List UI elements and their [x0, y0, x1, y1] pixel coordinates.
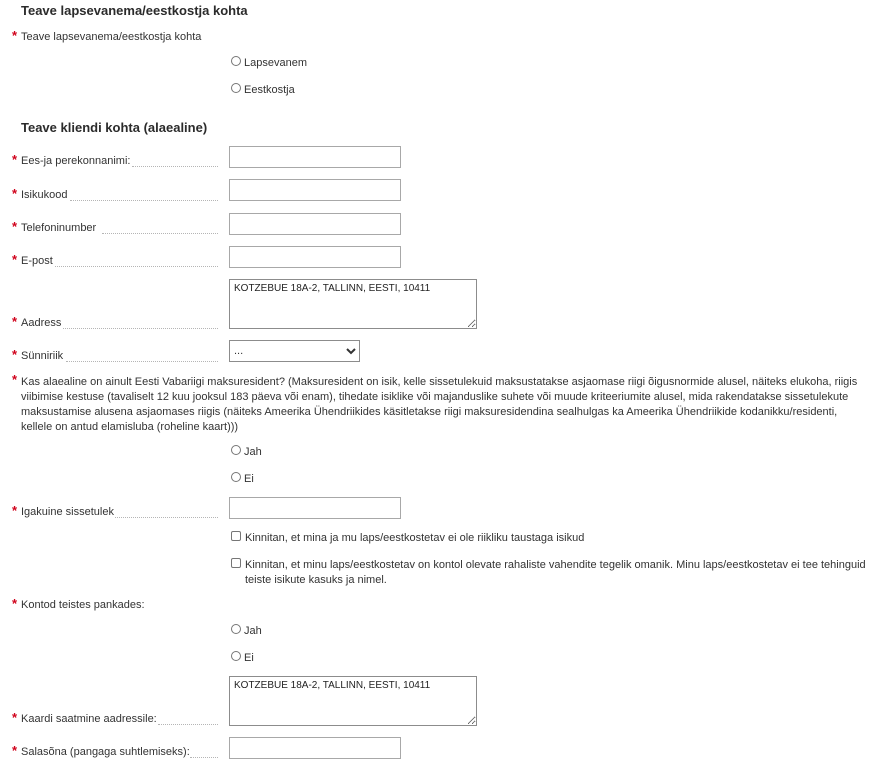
other-banks-label: Kontod teistes pankades: [21, 599, 145, 611]
representative-question-label: Teave lapsevanema/eestkostja kohta [21, 31, 202, 43]
label-leader [66, 361, 218, 362]
name-input[interactable] [229, 146, 401, 168]
radio-other-banks-no[interactable] [231, 651, 241, 661]
email-label: E-post [21, 255, 53, 267]
income-label: Igakuine sissetulek [21, 506, 114, 518]
id-code-input[interactable] [229, 179, 401, 201]
radio-tax-yes-label: Jah [244, 446, 262, 458]
card-address-label: Kaardi saatmine aadressile: [21, 713, 157, 725]
address-textarea[interactable] [229, 279, 477, 329]
required-marker: * [12, 28, 18, 43]
birth-country-label: Sünniriik [21, 350, 64, 362]
required-marker: * [12, 743, 18, 758]
card-address-textarea[interactable] [229, 676, 477, 726]
required-marker: * [12, 503, 18, 518]
label-leader [158, 724, 218, 725]
radio-guardian-label: Eestkostja [244, 84, 295, 96]
required-marker: * [12, 347, 18, 362]
radio-guardian[interactable] [231, 83, 241, 93]
required-marker: * [12, 372, 18, 387]
radio-other-banks-yes[interactable] [231, 624, 241, 634]
required-marker: * [12, 152, 18, 167]
required-marker: * [12, 219, 18, 234]
checkbox-pep-label: Kinnitan, et mina ja mu laps/eestkostetav ei ole riikliku taustaga isikud [245, 532, 585, 544]
name-label: Ees-ja perekonnanimi: [21, 155, 131, 167]
required-marker: * [12, 186, 18, 201]
radio-other-banks-yes-label: Jah [244, 625, 262, 637]
required-marker: * [12, 314, 18, 329]
checkbox-beneficial-owner-label: Kinnitan, et minu laps/eestkostetav on kontol olevate rahaliste vahendite tegelik omanik. Minu laps/eestkostetav ei tee tehinguid teiste isikute kasuks ja nimel. [245, 559, 866, 586]
income-input[interactable] [229, 497, 401, 519]
password-input[interactable] [229, 737, 401, 759]
radio-parent[interactable] [231, 56, 241, 66]
checkbox-beneficial-owner[interactable] [231, 558, 241, 568]
section-heading-representative: Teave lapsevanema/eestkostja kohta [21, 3, 248, 18]
label-leader [102, 233, 218, 234]
radio-other-banks-no-label: Ei [244, 652, 254, 664]
label-leader [63, 328, 218, 329]
checkbox-pep[interactable] [231, 531, 241, 541]
required-marker: * [12, 252, 18, 267]
birth-country-select[interactable] [229, 340, 360, 362]
id-code-label: Isikukood [21, 189, 68, 201]
label-leader [55, 266, 218, 267]
section-heading-client: Teave kliendi kohta (alaealine) [21, 120, 208, 135]
required-marker: * [12, 710, 18, 725]
phone-label: Telefoninumber [21, 222, 97, 234]
label-leader [132, 166, 218, 167]
radio-tax-yes[interactable] [231, 445, 241, 455]
password-label: Salasõna (pangaga suhtlemiseks): [21, 746, 190, 758]
label-leader [190, 757, 218, 758]
email-input[interactable] [229, 246, 401, 268]
tax-residency-question: Kas alaealine on ainult Eesti Vabariigi maksuresident? (Maksuresident on isik, kelle sissetulekuid maksustatakse asjaomase riigi õigusnormide alusel, näiteks elukoha, riigis viibimise kestuse (tavaliselt 12 kuu jooksul 183 päeva või enam), tihedate isiklike või majanduslike suhete või muude kriteeriumite alusel, mida rakendatakse sissetulekute maksustamise alusena asjaomases riigis (näiteks Ameerika Ühendriikides käsitletakse riigi maksuresidendina sealhulgas ka Ameerika Ühendriikide kodanikku/residenti, kellele on antud elamisluba (roheline kaart))) [21, 376, 858, 433]
address-label: Aadress [21, 317, 62, 329]
required-marker: * [12, 596, 18, 611]
radio-tax-no[interactable] [231, 472, 241, 482]
radio-tax-no-label: Ei [244, 473, 254, 485]
phone-input[interactable] [229, 213, 401, 235]
label-leader [70, 200, 218, 201]
radio-parent-label: Lapsevanem [244, 57, 307, 69]
label-leader [115, 517, 218, 518]
